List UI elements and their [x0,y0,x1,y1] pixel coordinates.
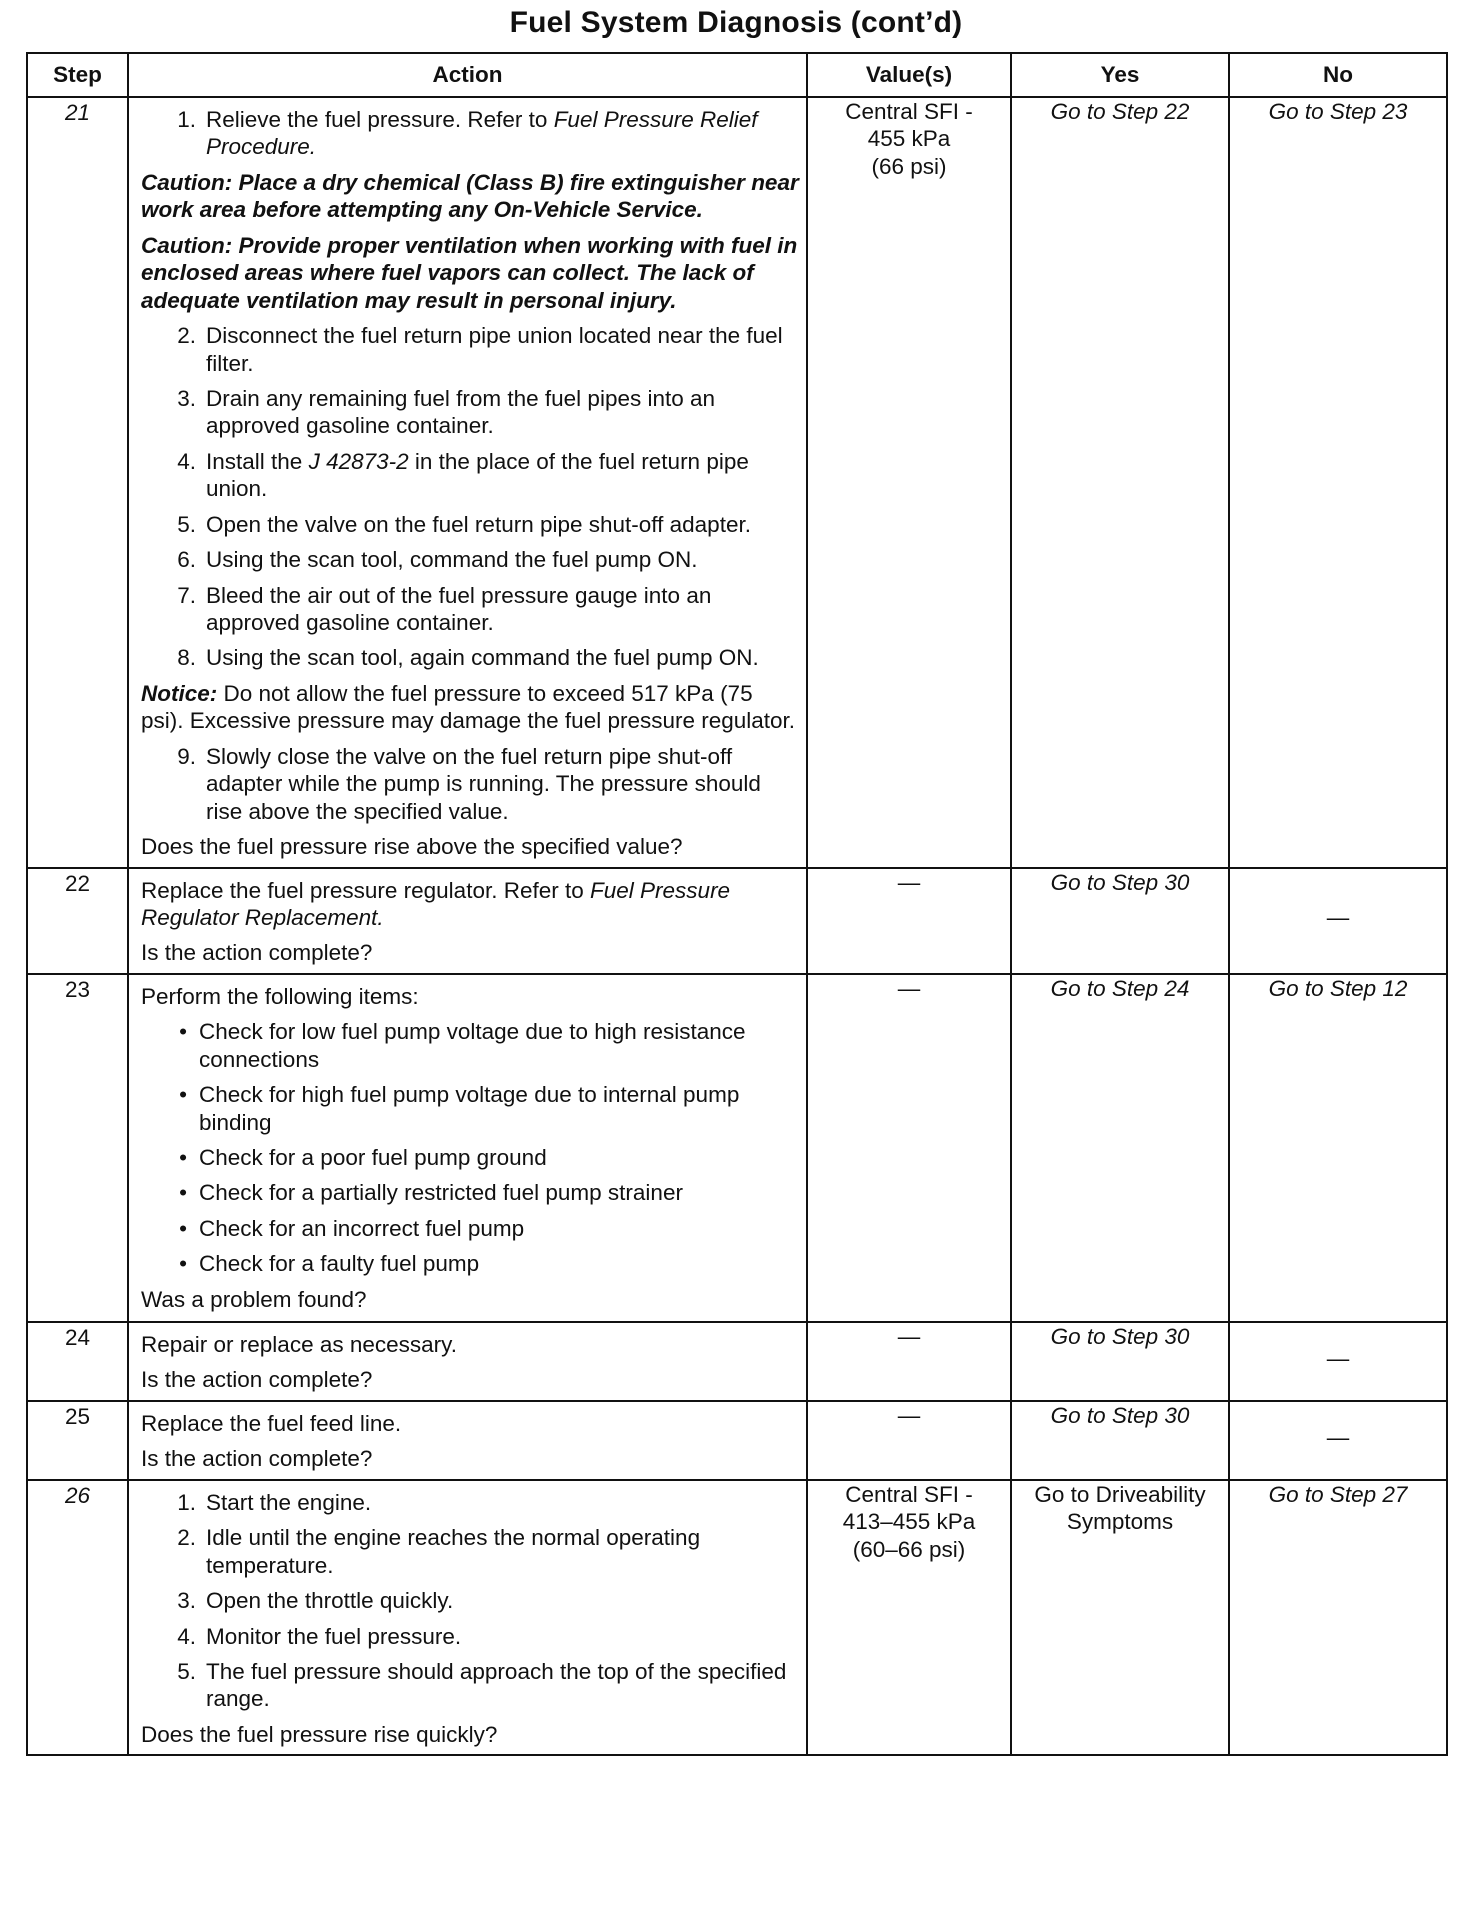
diagnosis-table [26,52,1448,1756]
value-cell [807,97,1011,868]
bullet: • [179,1215,187,1241]
list-item [141,1587,800,1614]
caution-text: Caution: Place a dry chemical (Class B) fire extinguisher near work area before attempting any On-Vehicle Service. [141,169,799,223]
bullet: • [179,1180,187,1206]
table-row-step-21 [27,97,1447,868]
value-line: 455 kPa [867,126,951,152]
item-text: Check for a faulty fuel pump [199,1251,480,1277]
item-text: Check for an incorrect fuel pump [199,1215,525,1241]
action-text: Repair or replace as necessary. [141,1331,457,1357]
list-item [141,1018,800,1073]
header-value: Value(s) [807,53,1011,97]
list-item [141,1623,800,1650]
item-number: 3. [177,385,196,411]
step-number: 25 [27,1401,128,1480]
list-item [141,511,800,538]
bullet: • [179,1019,187,1045]
item-number: 2. [177,1525,196,1551]
no-cell: — [1229,1322,1447,1401]
list-item [141,1489,800,1516]
item-text: Drain any remaining fuel from the fuel pipes into an approved gasoline container. [206,385,716,439]
item-number: 5. [177,1659,196,1684]
question-text: Is the action complete? [141,1446,373,1472]
list-item [141,546,800,573]
item-text: Install the [206,448,309,474]
page-title: Fuel System Diagnosis (cont’d) [509,6,963,39]
item-number: 2. [177,323,196,349]
notice-body: Do not allow the fuel pressure to exceed 517 kPa (75 psi). Excessive pressure may damage the fuel pressure regulator. [141,680,796,734]
list-item [141,1179,800,1206]
list-item [141,582,800,637]
list-item [141,644,800,671]
question-text: Does the fuel pressure rise above the specified value? [141,834,683,860]
value-cell: — [807,868,1011,974]
step-number: 24 [27,1322,128,1401]
yes-cell: Go to Step 24 [1011,974,1229,1322]
header-no: No [1229,53,1447,97]
item-number: 4. [177,448,196,474]
list-item [141,1524,800,1579]
notice-label: Notice: [141,680,218,706]
item-text: Check for a poor fuel pump ground [199,1145,547,1170]
item-number: 6. [177,547,196,573]
item-number: 5. [177,511,196,537]
item-text: Bleed the air out of the fuel pressure gauge into an approved gasoline container. [206,582,712,635]
table-row-step-25 [27,1401,1447,1480]
no-cell: Go to Step 12 [1229,974,1447,1322]
item-text: Check for low fuel pump voltage due to high resistance connections [199,1019,746,1072]
yes-cell: Go to Step 30 [1011,1322,1229,1401]
action-cell [128,1401,807,1480]
no-cell: Go to Step 23 [1229,97,1447,868]
item-text: in the place of the fuel return pipe union. [206,448,749,502]
item-text: Open the valve on the fuel return pipe shut-off adapter. [206,511,751,537]
value-line: 413–455 kPa [842,1509,976,1535]
item-text: Relieve the fuel pressure. Refer to [206,107,554,132]
bullet: • [179,1145,187,1170]
step-number: 26 [27,1480,128,1756]
yes-line: Symptoms [1066,1509,1174,1535]
list-item [141,1081,800,1136]
item-number: 8. [177,645,196,671]
question-text: Is the action complete? [141,1367,373,1393]
item-number: 1. [177,107,196,132]
tool-reference: J 42873-2 [308,448,409,474]
yes-cell [1011,1480,1229,1756]
step-number: 23 [27,974,128,1322]
header-step: Step [27,53,128,97]
action-text: Replace the fuel feed line. [141,1410,402,1436]
value-line: (66 psi) [871,153,947,179]
item-text: Slowly close the valve on the fuel return pipe shut-off adapter while the pump is running. The pressure should rise above the specified value. [206,743,761,824]
item-number: 4. [177,1623,196,1649]
list-item [141,1215,800,1242]
action-cell [128,1322,807,1401]
action-text [141,877,800,932]
question-text: Does the fuel pressure rise quickly? [141,1721,498,1747]
item-text: Idle until the engine reaches the normal operating temperature. [206,1525,701,1578]
action-cell [128,97,807,868]
header-yes: Yes [1011,53,1229,97]
value-line: Central SFI - [845,99,973,124]
step-number: 22 [27,868,128,974]
action-cell [128,868,807,974]
list-item [141,1144,800,1171]
value-line: (60–66 psi) [852,1536,966,1562]
step-number: 21 [27,97,128,868]
action-cell [128,974,807,1322]
item-text: Open the throttle quickly. [206,1588,454,1614]
yes-cell: Go to Step 30 [1011,1401,1229,1480]
list-item [141,1658,800,1713]
table-row-step-24 [27,1322,1447,1401]
no-cell: Go to Step 27 [1229,1480,1447,1756]
list-item [141,1250,800,1277]
procedure-reference: Fuel Pressure Regulator Replacement. [141,877,731,930]
bullet: • [179,1082,187,1108]
notice-text [141,680,800,735]
item-number: 1. [177,1489,196,1515]
table-header-row [27,53,1447,97]
item-number: 7. [177,582,196,608]
item-text: Using the scan tool, again command the fuel pump ON. [206,645,759,671]
item-text: Check for high fuel pump voltage due to internal pump binding [199,1082,740,1135]
bullet: • [179,1251,187,1277]
value-cell: — [807,1401,1011,1480]
value-cell: — [807,1322,1011,1401]
action-cell [128,1480,807,1756]
yes-line: Go to Driveability [1034,1481,1206,1507]
item-text: Check for a partially restricted fuel pump strainer [199,1180,683,1206]
item-text: Disconnect the fuel return pipe union located near the fuel filter. [206,323,783,376]
table-row-step-26 [27,1480,1447,1756]
procedure-reference: Fuel Pressure Relief Procedure. [206,107,758,160]
table-row-step-22 [27,868,1447,974]
list-item [141,106,800,161]
question-text: Was a problem found? [141,1286,367,1312]
item-number: 3. [177,1588,196,1614]
item-number: 9. [177,743,196,769]
intro-text: Perform the following items: [141,983,419,1009]
action-text-part: Replace the fuel pressure regulator. Refer to [141,877,591,903]
item-text: Monitor the fuel pressure. [206,1623,462,1649]
question-text: Is the action complete? [141,940,373,966]
list-item [141,448,800,503]
value-cell [807,1480,1011,1756]
list-item [141,743,800,825]
list-item [141,322,800,377]
no-cell: — [1229,868,1447,974]
list-item [141,385,800,440]
table-row-step-23 [27,974,1447,1322]
caution-text: Caution: Provide proper ventilation when working with fuel in enclosed areas where fuel vapors can collect. The lack of adequate ventilation may result in personal injury. [141,232,798,313]
item-text: Start the engine. [206,1489,372,1515]
value-line: Central SFI - [845,1481,973,1507]
no-cell: — [1229,1401,1447,1480]
yes-cell: Go to Step 22 [1011,97,1229,868]
value-cell: — [807,974,1011,1322]
yes-cell: Go to Step 30 [1011,868,1229,974]
item-text: Using the scan tool, command the fuel pump ON. [206,547,698,573]
header-action: Action [128,53,807,97]
item-text: The fuel pressure should approach the top of the specified range. [206,1659,787,1712]
